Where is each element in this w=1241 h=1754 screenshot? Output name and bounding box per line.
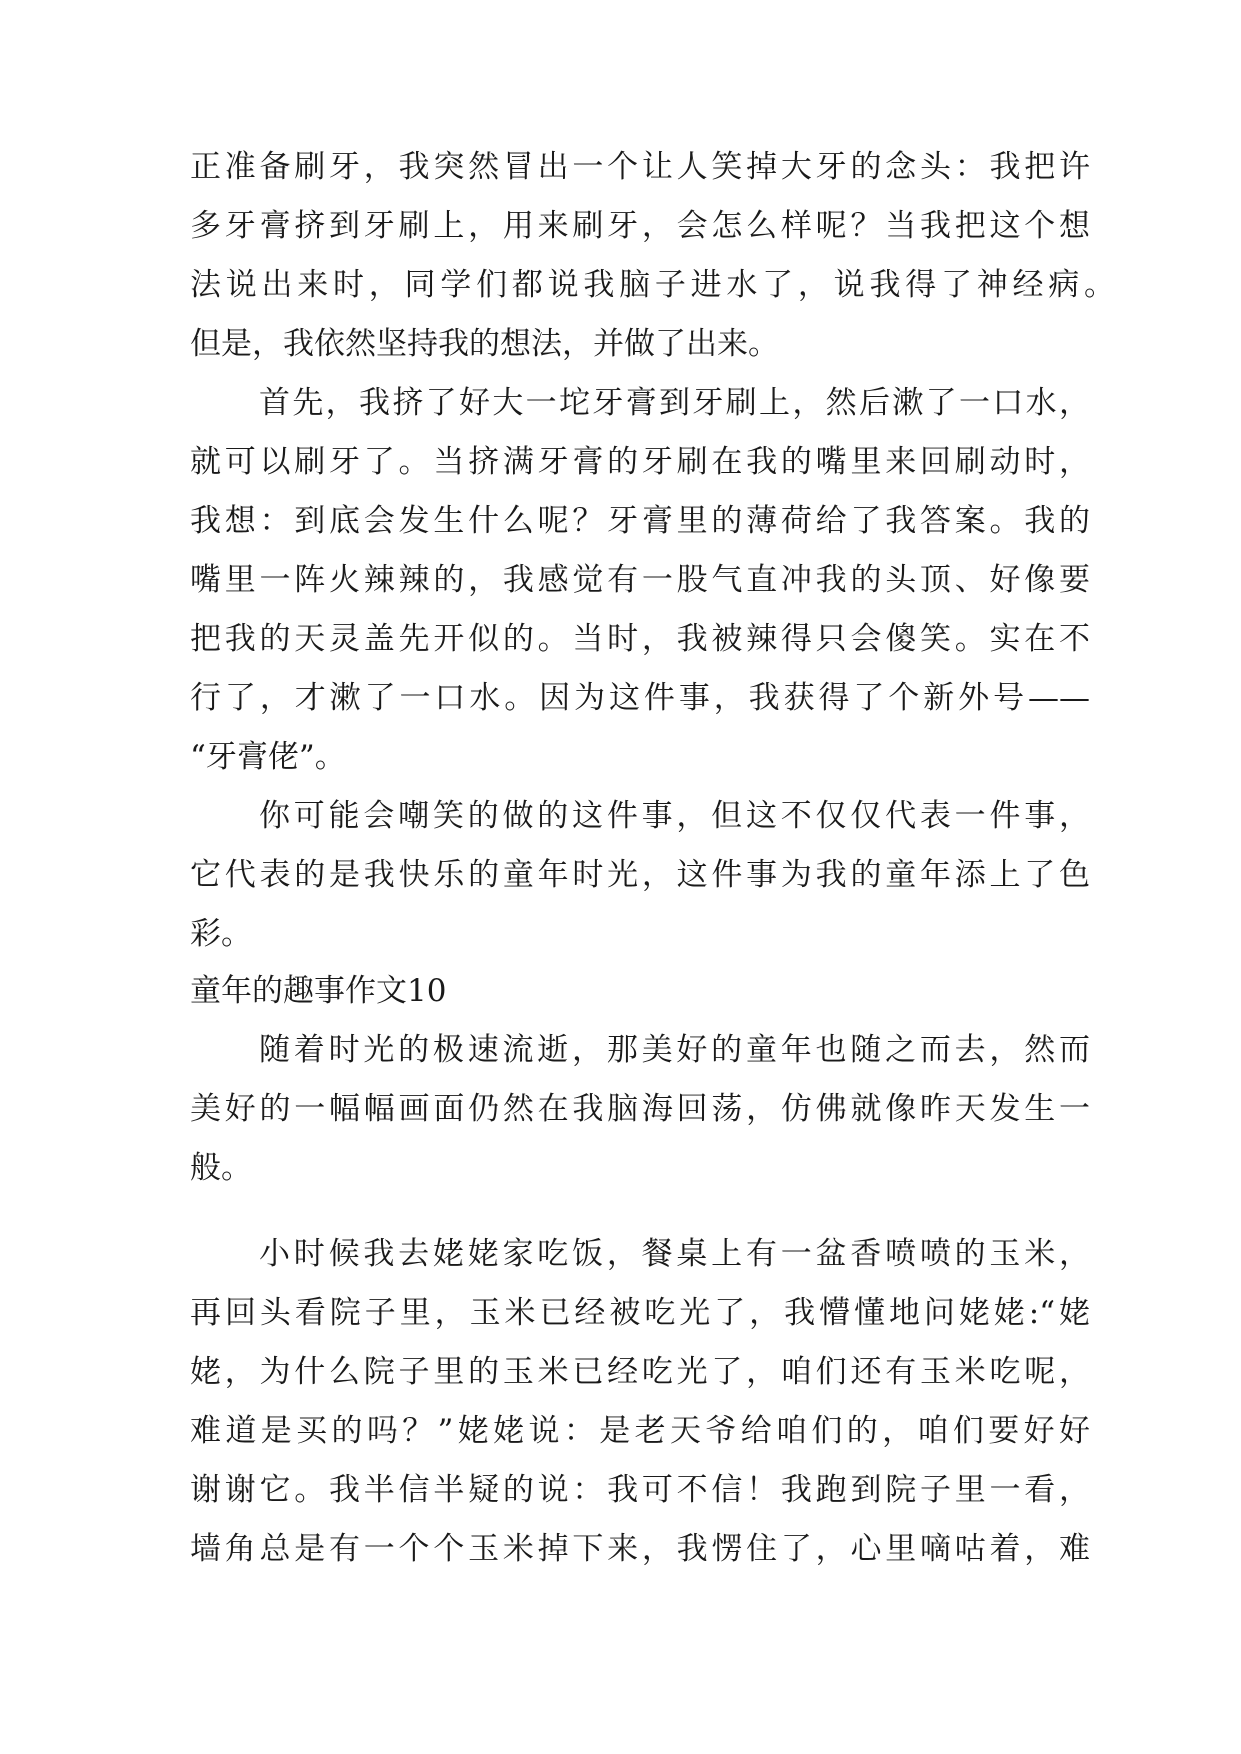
paragraph-line: 你可能会嘲笑的做的这件事，但这不仅仅代表一件事， bbox=[259, 798, 1090, 834]
paragraph-line: 把我的天灵盖先开似的。当时，我被辣得只会傻笑。实在不 bbox=[190, 621, 1090, 657]
paragraph-line: 但是，我依然坚持我的想法，并做了出来。 bbox=[190, 326, 779, 362]
paragraph-line: 正准备刷牙，我突然冒出一个让人笑掉大牙的念头：我把许 bbox=[190, 149, 1090, 185]
paragraph-line: 嘴里一阵火辣辣的，我感觉有一股气直冲我的头顶、好像要 bbox=[190, 562, 1090, 598]
paragraph-line: “牙膏佬”。 bbox=[190, 739, 346, 775]
paragraph-line: 再回头看院子里，玉米已经被吃光了，我懵懂地问姥姥:“姥 bbox=[190, 1295, 1090, 1331]
paragraph-line: 美好的一幅幅画面仍然在我脑海回荡，仿佛就像昨天发生一 bbox=[190, 1091, 1090, 1127]
section-heading: 童年的趣事作文10 bbox=[190, 973, 447, 1009]
paragraph-line: 彩。 bbox=[190, 916, 252, 952]
paragraph-line: 我想：到底会发生什么呢？牙膏里的薄荷给了我答案。我的 bbox=[190, 503, 1090, 539]
paragraph-line: 它代表的是我快乐的童年时光，这件事为我的童年添上了色 bbox=[190, 857, 1090, 893]
paragraph-line: 随着时光的极速流逝，那美好的童年也随之而去，然而 bbox=[259, 1032, 1090, 1068]
paragraph-line: 姥，为什么院子里的玉米已经吃光了，咱们还有玉米吃呢， bbox=[190, 1354, 1090, 1390]
paragraph-line: 行了，才漱了一口水。因为这件事，我获得了个新外号—— bbox=[190, 680, 1090, 716]
paragraph-line: 小时候我去姥姥家吃饭，餐桌上有一盆香喷喷的玉米， bbox=[259, 1236, 1090, 1272]
paragraph-line: 法说出来时，同学们都说我脑子进水了，说我得了神经病。 bbox=[190, 267, 1115, 303]
paragraph-line: 墙角总是有一个个玉米掉下来，我愣住了，心里嘀咕着，难 bbox=[190, 1531, 1090, 1567]
paragraph-line: 多牙膏挤到牙刷上，用来刷牙，会怎么样呢？当我把这个想 bbox=[190, 208, 1090, 244]
paragraph-line: 就可以刷牙了。当挤满牙膏的牙刷在我的嘴里来回刷动时， bbox=[190, 444, 1090, 480]
paragraph-line: 谢谢它。我半信半疑的说：我可不信！我跑到院子里一看， bbox=[190, 1472, 1090, 1508]
paragraph-line: 难道是买的吗？”姥姥说：是老天爷给咱们的，咱们要好好 bbox=[190, 1413, 1090, 1449]
paragraph-line: 般。 bbox=[190, 1150, 252, 1186]
paragraph-line: 首先，我挤了好大一坨牙膏到牙刷上，然后漱了一口水， bbox=[259, 385, 1090, 421]
